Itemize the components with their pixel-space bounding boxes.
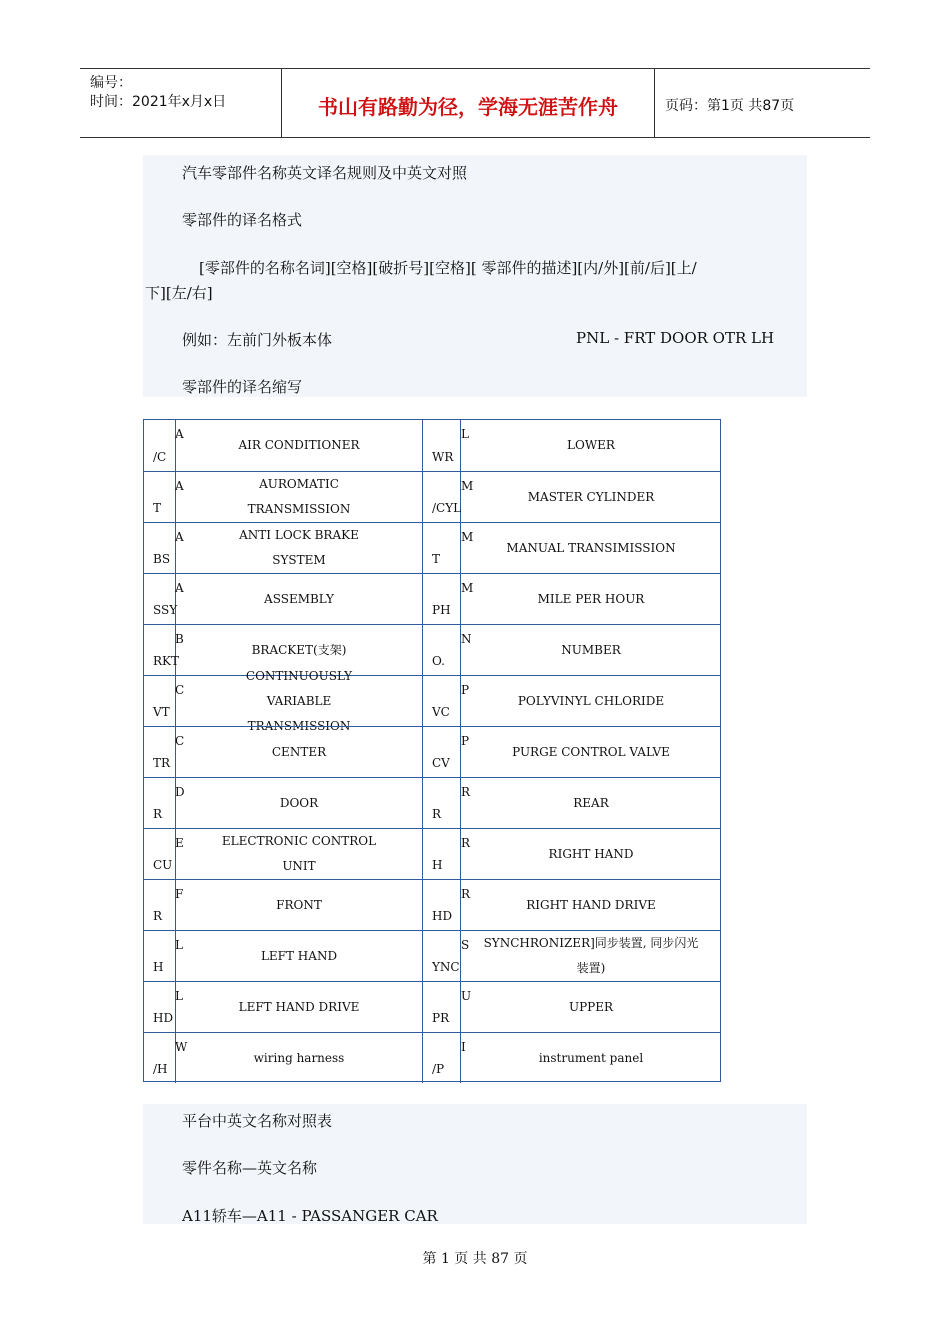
full-term-right [461, 931, 721, 981]
abbr-rest: VT [153, 705, 170, 719]
full-term-right [461, 982, 721, 1032]
term-text: AIR CONDITIONER [238, 438, 360, 452]
abbr-cell-left [144, 778, 185, 828]
abbr-cell-right [422, 931, 470, 981]
table-row [144, 828, 720, 879]
term-text: NUMBER [561, 642, 621, 657]
abbr-rest: HD [153, 1011, 174, 1025]
abbr-cell-right [422, 574, 474, 624]
term-text: RIGHT HAND DRIVE [526, 897, 656, 912]
abbr-rest: VC [432, 705, 450, 719]
abbr-initial: C [175, 734, 185, 748]
abbr-cell-left [144, 931, 183, 981]
term-text: ASSEMBLY [264, 591, 334, 606]
full-term-right [461, 1033, 721, 1083]
table-row [144, 981, 720, 1032]
full-term-right [461, 574, 721, 624]
abbr-initial: I [461, 1040, 466, 1054]
term-text: wiring harness [253, 1050, 345, 1065]
term-text: PURGE CONTROL VALVE [512, 744, 670, 759]
full-term-right [461, 829, 721, 879]
full-term-left [176, 931, 422, 981]
table-row [144, 726, 720, 777]
abbr-rest: SSY [153, 603, 178, 617]
term-text: LOWER [567, 438, 615, 452]
abbr-initial: R [461, 785, 471, 799]
term-text: MASTER CYLINDER [527, 489, 655, 504]
full-term-left [176, 523, 422, 573]
term-text: ANTI LOCK BRAKE SYSTEM [239, 528, 359, 567]
table-row [144, 668, 720, 733]
abbr-cell-right [422, 1033, 466, 1083]
page-header [80, 68, 870, 138]
abbr-rest: YNC [432, 960, 460, 974]
table-row [144, 471, 720, 522]
page-footer: 第 1 页 共 87 页 [422, 1251, 528, 1267]
term-text: UPPER [568, 999, 614, 1014]
table-row [144, 1032, 720, 1083]
abbr-rest: /C [153, 450, 167, 464]
term-text: AUROMATIC TRANSMISSION [247, 477, 351, 516]
abbr-rest: R [432, 807, 442, 821]
full-term-left [176, 778, 422, 828]
term-text: MILE PER HOUR [537, 591, 645, 606]
abbr-cell-right [422, 472, 474, 522]
full-term-left [176, 829, 422, 879]
abbr-rest: PH [432, 603, 451, 617]
abbr-initial: E [175, 836, 184, 850]
abbr-cell-left [144, 625, 184, 675]
term-text: instrument panel [538, 1050, 644, 1065]
abbr-cell-left [144, 574, 184, 624]
abbr-initial: A [175, 427, 184, 441]
abbr-initial: S [461, 938, 470, 952]
platform-heading: 平台中英文名称对照表 [182, 1112, 333, 1130]
abbr-rest: RKT [153, 654, 180, 668]
abbr-initial: L [175, 938, 183, 952]
full-term-left [176, 880, 422, 930]
abbr-cell-right [422, 982, 472, 1032]
full-term-left [176, 472, 422, 522]
abbr-initial: B [175, 632, 184, 646]
term-text: RIGHT HAND [548, 846, 634, 861]
abbr-rest: T [432, 552, 441, 566]
term-text: FRONT [276, 897, 322, 912]
example-value: PNL - FRT DOOR OTR LH [576, 329, 775, 347]
abbr-rest: CU [153, 858, 173, 872]
format-line-1: [零部件的名称名词][空格][破折号][空格][ 零部件的描述][内/外][前/后][上/ [199, 259, 697, 277]
abbr-initial: F [175, 887, 184, 901]
header-meta [80, 69, 282, 137]
example-label: 例如：左前门外板本体 [182, 331, 333, 349]
table-row [144, 777, 720, 828]
abbr-rest: H [432, 858, 443, 872]
full-term-left [176, 727, 422, 777]
abbr-rest: R [153, 807, 163, 821]
page-info: 页码：第1页 共87页 [665, 98, 795, 114]
format-heading: 零部件的译名格式 [182, 211, 303, 229]
term-text: CENTER [271, 744, 327, 759]
full-term-left [176, 420, 422, 471]
abbr-cell-right [422, 625, 472, 675]
abbr-initial: M [461, 581, 474, 595]
abbr-cell-right [422, 523, 474, 573]
abbr-rest: TR [153, 756, 171, 770]
full-term-right [461, 625, 721, 675]
table-row [144, 420, 720, 471]
abbr-initial: A [175, 479, 184, 493]
abbr-initial: D [175, 785, 185, 799]
term-text: ELECTRONIC CONTROL UNIT [221, 834, 377, 873]
abbr-rest: T [153, 501, 162, 515]
abbr-initial: P [461, 683, 470, 697]
full-term-right [461, 523, 721, 573]
abbr-rest: R [153, 909, 163, 923]
abbr-cell-left [144, 676, 185, 726]
abbr-rest: H [153, 960, 164, 974]
abbr-rest: /H [153, 1062, 168, 1076]
abbr-initial: N [461, 632, 472, 646]
full-term-right [461, 676, 721, 726]
full-term-left [176, 574, 422, 624]
abbr-rest: WR [432, 450, 454, 464]
abbr-initial: M [461, 479, 474, 493]
table-row [144, 879, 720, 930]
term-text: DOOR [279, 795, 319, 810]
term-text: LEFT HAND [260, 948, 338, 963]
abbr-cell-right [422, 676, 470, 726]
abbr-cell-left [144, 880, 184, 930]
abbreviation-table [143, 419, 721, 1082]
abbr-rest: BS [153, 552, 171, 566]
term-text: POLYVINYL CHLORIDE [517, 693, 665, 708]
abbr-rest: PR [432, 1011, 450, 1025]
term-text: SYNCHRONIZER]同步装置, 同步闪光装置) [483, 936, 699, 975]
abbr-initial: R [461, 836, 471, 850]
abbr-cell-right [422, 727, 470, 777]
abbr-initial: U [461, 989, 472, 1003]
abbr-initial: M [461, 530, 474, 544]
abbr-rest: /CYL [432, 501, 462, 515]
header-motto-cell [282, 69, 655, 137]
table-row [144, 522, 720, 573]
abbr-rest: HD [432, 909, 453, 923]
abbr-heading: 零部件的译名缩写 [182, 378, 303, 396]
abbr-cell-right [422, 829, 471, 879]
full-term-right [461, 420, 721, 471]
abbr-initial: L [461, 427, 469, 441]
term-text: BRACKET(支架) [251, 642, 347, 657]
format-line-2: 下][左/右] [145, 284, 213, 302]
abbr-initial: A [175, 530, 184, 544]
abbr-initial: R [461, 887, 471, 901]
abbr-cell-right [422, 778, 471, 828]
full-term-right [461, 880, 721, 930]
abbr-cell-left [144, 727, 185, 777]
number-label: 编号： [90, 75, 132, 91]
term-text: CONTINUOUSLY VARIABLE TRANSMISSION [245, 668, 353, 733]
abbr-initial: A [175, 581, 184, 595]
full-term-right [461, 727, 721, 777]
full-term-left [176, 982, 422, 1032]
term-text: REAR [573, 795, 609, 810]
abbr-cell-right [422, 420, 469, 471]
abbr-cell-left [144, 982, 183, 1032]
abbr-initial: P [461, 734, 470, 748]
platform-columns: 零件名称—英文名称 [182, 1159, 318, 1177]
motto: 书山有路勤为径，学海无涯苦作舟 [318, 95, 618, 119]
abbr-cell-left [144, 1033, 188, 1083]
full-term-right [461, 778, 721, 828]
abbr-initial: W [175, 1040, 188, 1054]
table-row [144, 930, 720, 981]
abbr-cell-right [422, 880, 471, 930]
abbr-initial: L [175, 989, 183, 1003]
abbr-cell-left [144, 420, 184, 471]
table-row [144, 573, 720, 624]
term-text: MANUAL TRANSIMISSION [506, 540, 676, 555]
abbr-cell-left [144, 829, 184, 879]
full-term-left [176, 668, 422, 733]
full-term-left [176, 1033, 422, 1083]
platform-first-entry: A11轿车—A11 - PASSANGER CAR [182, 1207, 438, 1225]
abbr-initial: C [175, 683, 185, 697]
abbr-cell-left [144, 523, 184, 573]
doc-title: 汽车零部件名称英文译名规则及中英文对照 [182, 164, 468, 182]
full-term-right [461, 472, 721, 522]
abbr-rest: CV [432, 756, 450, 770]
header-page-cell [655, 69, 870, 137]
abbr-cell-left [144, 472, 184, 522]
term-text: LEFT HAND DRIVE [238, 999, 360, 1014]
time-label: 时间：2021年x月x日 [90, 94, 227, 110]
abbr-rest: O. [432, 654, 445, 668]
abbr-rest: /P [432, 1062, 445, 1076]
